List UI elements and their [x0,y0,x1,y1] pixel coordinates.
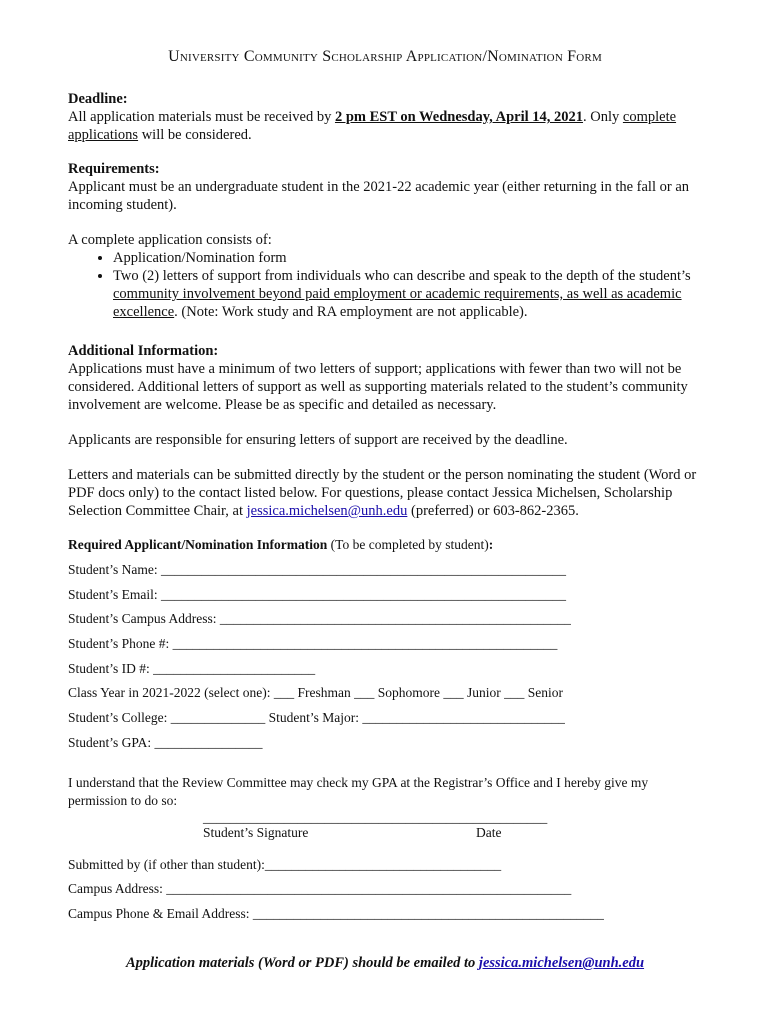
item2-before: Two (2) letters of support from individuals who can describe and speak to the depth of the student’s [113,268,691,284]
form-heading-colon: : [488,537,494,552]
deadline-text-mid: . Only [583,109,623,125]
campus-address-field[interactable]: Campus Address: ____________________________________________________________ [68,881,572,896]
additional-para3 [68,466,708,520]
date-label: Date [476,825,502,840]
college-major-field[interactable]: Student’s College: ______________ Student’s Major: ______________________________ [68,710,565,725]
form-title: University Community Scholarship Application/Nomination Form [168,48,602,65]
additional-section [68,342,708,520]
deadline-text-before: All application materials must be received by [68,109,335,125]
contact-email-link[interactable]: jessica.michelsen@unh.edu [246,503,408,519]
student-email-field[interactable]: Student’s Email: ____________________________________________________________ [68,587,566,602]
list-intro: A complete application consists of: [68,232,272,248]
form-heading-note: (To be completed by student) [327,537,489,552]
student-gpa-field[interactable]: Student’s GPA: ________________ [68,735,263,750]
deadline-text-after: will be considered. [138,127,252,143]
class-year-field[interactable]: Class Year in 2021-2022 (select one): ___ Freshman ___ Sophomore ___ Junior ___ Senior [68,685,563,700]
form-heading-label: Required Applicant/Nomination Information [68,537,328,552]
item2-after: . (Note: Work study and RA employment are not applicable). [174,304,528,320]
list-item: • Application/Nomination form [113,249,708,267]
footer-email-link[interactable]: jessica.michelsen@unh.edu [478,955,645,971]
submitted-by-field[interactable]: Submitted by (if other than student):___________________________________ [68,857,502,872]
student-id-field[interactable]: Student’s ID #: ________________________ [68,661,316,676]
deadline-text [68,108,708,144]
student-name-field[interactable]: Student’s Name: ____________________________________________________________ [68,562,566,577]
requirements-list [68,249,708,321]
signature-label: Student’s Signature [203,825,309,840]
para3-before: Letters and materials can be submitted directly by the student or the person nominating the student (Word or PDF docs only) to the contact listed below. For questions, please contact Jessica Michelsen, Scholarship Selection Committee Chair, at [68,467,697,519]
consent-text: I understand that the Review Committee may check my GPA at the Registrar’s Office and I hereby give my permission to do so: [68,775,649,808]
complete-applications: complete applications [68,109,677,143]
student-address-field[interactable]: Student’s Campus Address: ____________________________________________________ [68,611,571,626]
list-item [113,267,708,321]
item2-underlined: community involvement beyond paid employment or academic requirements, as well as academic excellence [113,286,682,320]
additional-heading: Additional Information: [68,343,219,359]
form-heading [68,537,718,553]
additional-para1: Applications must have a minimum of two letters of support; applications with fewer than two will not be considered. Additional letters of support as well as supporting materials related to the student’s community involvement are welcome. Please be as specific and detailed as necessary. [68,361,688,413]
para3-after: (preferred) or 603-862-2365. [407,503,579,519]
student-phone-field[interactable]: Student’s Phone #: _________________________________________________________ [68,636,558,651]
footer-text: Application materials (Word or PDF) should be emailed to [125,955,479,971]
requirements-section [68,160,708,321]
requirements-heading: Requirements: [68,161,160,177]
signature-line[interactable]: ___________________________________________________ [203,810,548,825]
campus-phone-email-field[interactable]: Campus Phone & Email Address: ____________________________________________________ [68,906,604,921]
deadline-heading: Deadline: [68,91,128,107]
deadline-date: 2 pm EST on Wednesday, April 14, 2021 [334,109,584,125]
deadline-section [68,90,708,144]
requirements-text: Applicant must be an undergraduate student in the 2021-22 academic year (either returning in the fall or an incoming student). [68,179,690,213]
additional-para2: Applicants are responsible for ensuring letters of support are received by the deadline. [68,432,568,448]
footer-note [0,955,770,972]
